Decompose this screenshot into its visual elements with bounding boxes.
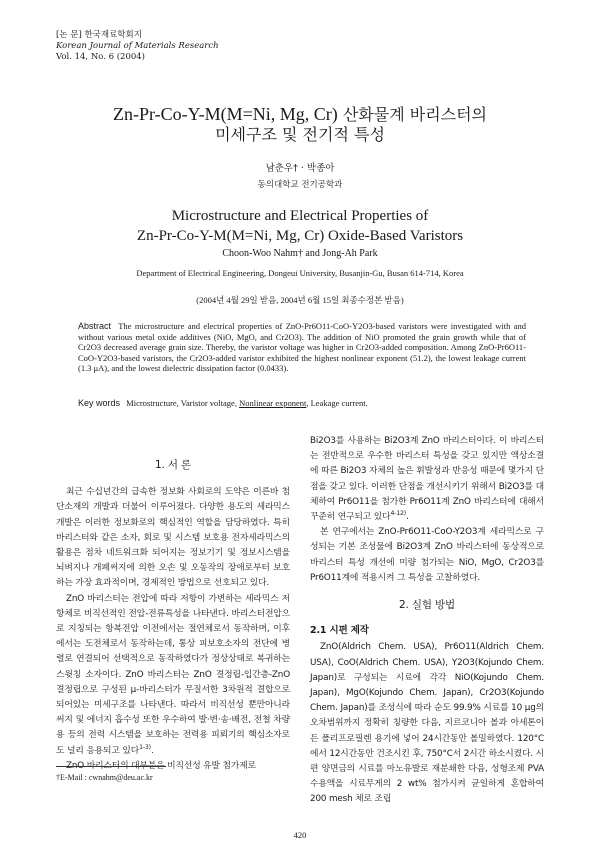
- intro-paragraph-4: [310, 434, 544, 525]
- page-number: 420: [293, 830, 307, 840]
- keywords-after: , Leakage current.: [306, 398, 368, 408]
- korean-title-line1: 산화물계 바리스터의: [342, 105, 488, 124]
- experiment-paragraph-1: ZnO(Aldrich Chem. USA), Pr6O11(Aldrich Chem. USA), CoO(Aldrich Chem. USA), Y2O3(Kojundo Chem. Japan)로 구성되는 시료에 각각 NiO(Kojundo Chem. Japan), MgO(Kojundo Chem. Japan), Cr2O3(Kojundo Chem. Japan)를 조성식에 따라 순도 99.9% 시료를 10 μg의 오차범위까지 정확히 칭량한 다음, 지르코니아 볼과 아세톤이 든 폴리프로필렌 용기에 넣어 24시간동안 볼밀하였다. 120°C에서 12시간동안 건조시킨 후, 750°C서 2시간 하소시켰다. 시편 양면금의 시료를 마노유발로 재분쇄한 다음, 성형조제 PVA 수용액을 시료무게의 2 wt% 첨가시켜 균일하게 혼합하여 200 mesh 체로 조립: [310, 642, 544, 805]
- intro-paragraph-2-end: .: [150, 745, 154, 756]
- keywords: [78, 398, 526, 408]
- intro-paragraph-2: [56, 592, 290, 759]
- section1-heading: 1. 서 론: [154, 459, 192, 471]
- abstract-label: Abstract: [78, 321, 112, 331]
- intro-paragraph-4-end: .: [406, 512, 409, 523]
- keywords-label: Key words: [78, 398, 121, 408]
- korean-authors: 남춘우† · 박종아: [265, 163, 335, 174]
- english-authors: Choon-Woo Nahm† and Jong-Ah Park: [222, 248, 378, 259]
- reference-1-3: 1-3): [139, 743, 151, 751]
- left-column: [56, 458, 290, 774]
- intro-paragraph-2-text: ZnO 바리스터는 전압에 따라 저항이 가변하는 세라믹스 저항체로 비직선적인 전압-전류특성을 나타낸다. 바리스터전압으로 지칭되는 항복전압 이전에서는 절연체로서 동작하며, 이후에서는 도전체로서 동작하는데, 통상 피보호소자의 전단에 병렬로 연결되어 선택적으로 동작하였다가 정상상태로 복귀하는 스윗칭 소자이다. ZnO 바리스터는 ZnO 결정립-입간층-ZnO 결정립으로 구성된 μ-바리스터가 무질서한 3차원적 결합으로 되어있는 미세구조를 나타낸다. 따라서 비직선성 뿐만아니라 써지 및 에너지 흡수성 또한 우수하여 발·변·송·배전, 전철 차량용 등의 전력 시스템을 보호하는 전력용 피뢰기의 핵심소자로도 널리 응용되고 있다: [56, 593, 290, 756]
- right-column: [310, 434, 544, 808]
- intro-paragraph-5: 본 연구에서는 ZnO-Pr6O11-CoO-Y2O3계 세라믹스로 구성되는 기본 조성물에 Bi2O3계 ZnO 바리스터에 동상적으로 바리스터 특성 개선에 미량 첨가되는 NiO, MgO, Cr2O3를 Pr6O11계에 적용시켜 그 특성을 고찰하였다.: [310, 527, 544, 583]
- abstract: [78, 321, 526, 374]
- keywords-before: Microstructure, Varistor voltage,: [126, 398, 237, 408]
- intro-paragraph-1: 최근 수십년간의 급속한 정보화 사회로의 도약은 이른바 첨단소재의 개발과 더불어 이루어졌다. 다양한 용도의 세라믹스 개발은 이러한 정보화로의 핵심적인 역할을 담당하였다. 특히 바리스터와 같은 소자, 회로 및 시스템 보호용 전자세라믹스의 활용은 점차 네트워크화 되어지는 정보기기 및 정보시스템을 뇌벼지나 개폐써지에 의한 오손 및 오동작의 장애로부터 보호하는 가장 효과적이며, 경제적인 방법으로 선호되고 있다.: [56, 487, 290, 589]
- footnote-rule: [56, 766, 166, 767]
- intro-paragraph-4-text: Bi2O3를 사용하는 Bi2O3계 ZnO 바리스터이다. 이 바리스터는 전반적으로 우수한 바리스터 특성을 갖고 있지만 액상소결에 따른 Bi2O3 자체의 높은 휘발성과 반응성 때문에 몇가지 단점을 갖고 있다. 이러한 단점을 개선시키기 위해서 Bi2O3를 대체하여 Pr6O11을 첨가한 Pr6O11계 ZnO 바리스터에 대해서 꾸준히 연구되고 있다: [310, 436, 544, 523]
- footnote-email: †E-Mail : cwnahm@deu.ac.kr: [56, 773, 153, 782]
- received-dates: (2004년 4월 29일 받음, 2004년 6월 15일 최종수정본 받음): [196, 295, 404, 305]
- journal-header: [56, 30, 219, 63]
- subsection-2-1-heading: 2.1 시편 제작: [310, 625, 369, 637]
- journal-name: Korean Journal of Materials Research: [56, 41, 219, 51]
- keyword-nonlinear-exponent: Nonlinear exponent: [239, 398, 307, 408]
- section2-heading: 2. 실험 방법: [398, 599, 456, 612]
- english-title-line2: Zn-Pr-Co-Y-M(M=Ni, Mg, Cr) Oxide-Based Varistors: [136, 228, 464, 244]
- intro-paragraph-3: ZnO 바리스터의 대부분은 비직선성 유발 첨가제로: [66, 760, 256, 771]
- reference-4-12: 4-12): [390, 510, 407, 518]
- english-title-line1: Microstructure and Electrical Properties of: [171, 208, 429, 224]
- abstract-text: The microstructure and electrical properties of ZnO-Pr6O11-CoO-Y2O3-based varistors were investigated with and without various metal oxide additives (NiO, MgO, and Cr2O3). The addition of NiO promoted the grain growth while that of Cr2O3 decreased average grain size. Thereby, the varistor voltage was higher in Cr2O3-added composition. Among ZnO-Pr6O11-CoO-Y2O3-based varistors, the Cr2O3-added varistor exhibited the highest nonlinear exponent (51.2), the lowest leakage current (1.3 μA), and the lowest dielectric dissipation factor (0.0433).: [78, 321, 526, 374]
- korean-title-latin: Zn-Pr-Co-Y-M(M=Ni, Mg, Cr): [112, 104, 338, 124]
- journal-volume: Vol. 14, No. 6 (2004): [56, 52, 146, 62]
- korean-affiliation: 동의대학교 전기공학과: [257, 180, 343, 190]
- english-affiliation: Department of Electrical Engineering, Dongeui University, Busanjin-Gu, Busan 614-714, Korea: [136, 268, 464, 278]
- korean-title-line2: 미세구조 및 전기적 특성: [215, 125, 385, 144]
- english-title: [0, 206, 600, 246]
- journal-header-line1: [논 문] 한국재료학회지: [56, 30, 142, 40]
- korean-title: [0, 104, 600, 145]
